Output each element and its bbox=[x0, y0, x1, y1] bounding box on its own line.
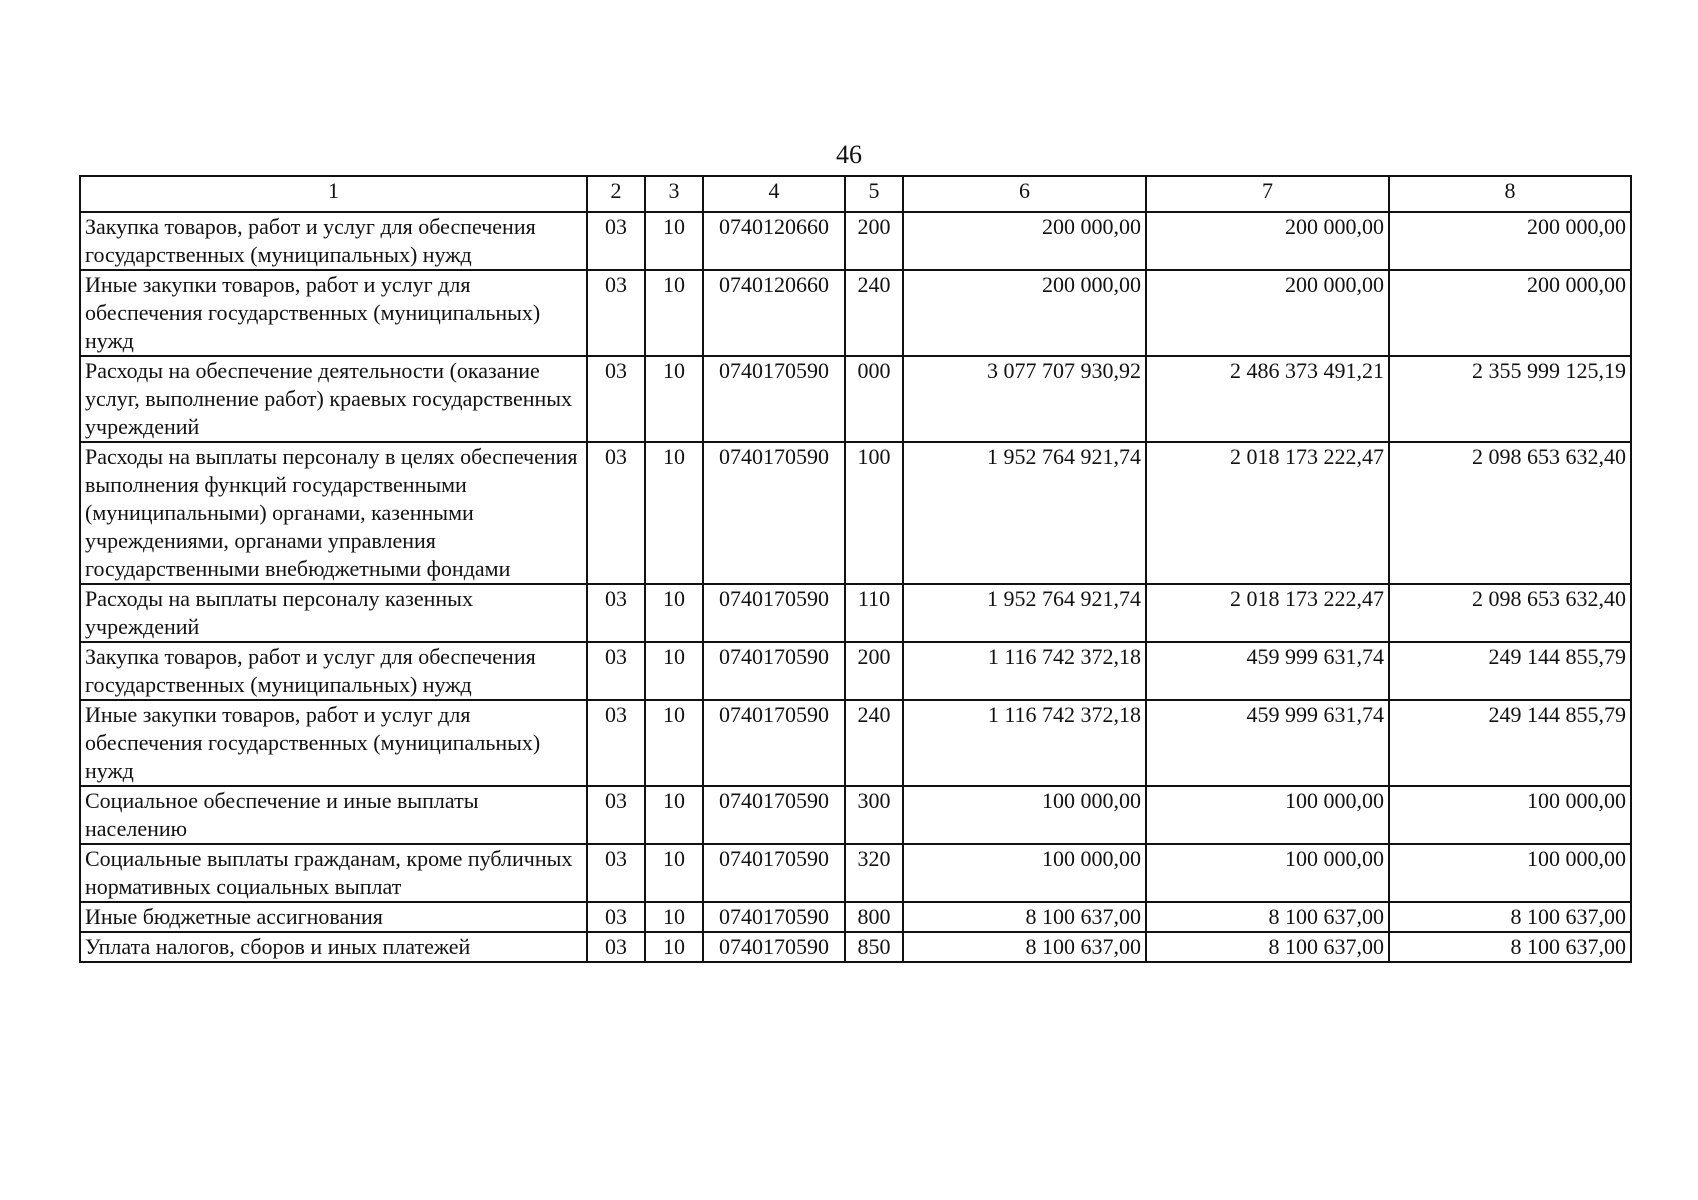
amount-col7-cell: 2 486 373 491,21 bbox=[1146, 356, 1389, 442]
section-code-cell: 03 bbox=[587, 356, 645, 442]
amount-col8-cell: 8 100 637,00 bbox=[1389, 902, 1631, 932]
header-cell: 4 bbox=[703, 176, 845, 212]
amount-col6-cell: 100 000,00 bbox=[903, 844, 1146, 902]
amount-col8-cell: 2 098 653 632,40 bbox=[1389, 442, 1631, 584]
expense-type-cell: 850 bbox=[845, 932, 903, 962]
amount-col7-cell: 459 999 631,74 bbox=[1146, 700, 1389, 786]
table-row bbox=[80, 442, 1631, 584]
amount-col7-cell: 8 100 637,00 bbox=[1146, 932, 1389, 962]
amount-col8-cell: 2 355 999 125,19 bbox=[1389, 356, 1631, 442]
table-row bbox=[80, 212, 1631, 270]
section-code-cell: 03 bbox=[587, 270, 645, 356]
expense-type-cell: 100 bbox=[845, 442, 903, 584]
subsection-code-cell: 10 bbox=[645, 356, 703, 442]
table-row bbox=[80, 786, 1631, 844]
row-name-cell: Расходы на выплаты персоналу в целях обеспечения выполнения функций государственными (муниципальными) органами, казенными учреждениями, органами управления государственными внебюджетными фондами bbox=[80, 442, 587, 584]
header-cell: 7 bbox=[1146, 176, 1389, 212]
amount-col6-cell: 1 952 764 921,74 bbox=[903, 442, 1146, 584]
expense-type-cell: 240 bbox=[845, 700, 903, 786]
expense-type-cell: 320 bbox=[845, 844, 903, 902]
header-cell: 3 bbox=[645, 176, 703, 212]
header-cell: 2 bbox=[587, 176, 645, 212]
amount-col6-cell: 1 952 764 921,74 bbox=[903, 584, 1146, 642]
table-row bbox=[80, 584, 1631, 642]
row-name-cell: Расходы на выплаты персоналу казенных учреждений bbox=[80, 584, 587, 642]
amount-col7-cell: 8 100 637,00 bbox=[1146, 902, 1389, 932]
header-cell: 6 bbox=[903, 176, 1146, 212]
section-code-cell: 03 bbox=[587, 442, 645, 584]
amount-col7-cell: 200 000,00 bbox=[1146, 212, 1389, 270]
subsection-code-cell: 10 bbox=[645, 442, 703, 584]
amount-col6-cell: 8 100 637,00 bbox=[903, 902, 1146, 932]
section-code-cell: 03 bbox=[587, 844, 645, 902]
expense-type-cell: 300 bbox=[845, 786, 903, 844]
expense-type-cell: 000 bbox=[845, 356, 903, 442]
amount-col6-cell: 1 116 742 372,18 bbox=[903, 700, 1146, 786]
amount-col8-cell: 200 000,00 bbox=[1389, 212, 1631, 270]
amount-col8-cell: 249 144 855,79 bbox=[1389, 642, 1631, 700]
target-code-cell: 0740170590 bbox=[703, 844, 845, 902]
header-cell: 8 bbox=[1389, 176, 1631, 212]
target-code-cell: 0740170590 bbox=[703, 932, 845, 962]
amount-col7-cell: 100 000,00 bbox=[1146, 844, 1389, 902]
table-row bbox=[80, 642, 1631, 700]
row-name-cell: Расходы на обеспечение деятельности (оказание услуг, выполнение работ) краевых государственных учреждений bbox=[80, 356, 587, 442]
table-row bbox=[80, 356, 1631, 442]
target-code-cell: 0740170590 bbox=[703, 786, 845, 844]
target-code-cell: 0740170590 bbox=[703, 642, 845, 700]
expense-type-cell: 800 bbox=[845, 902, 903, 932]
table-body bbox=[80, 176, 1631, 962]
table-row bbox=[80, 700, 1631, 786]
amount-col8-cell: 2 098 653 632,40 bbox=[1389, 584, 1631, 642]
header-cell: 1 bbox=[80, 176, 587, 212]
section-code-cell: 03 bbox=[587, 932, 645, 962]
amount-col8-cell: 100 000,00 bbox=[1389, 844, 1631, 902]
amount-col6-cell: 3 077 707 930,92 bbox=[903, 356, 1146, 442]
target-code-cell: 0740170590 bbox=[703, 442, 845, 584]
amount-col6-cell: 200 000,00 bbox=[903, 270, 1146, 356]
row-name-cell: Закупка товаров, работ и услуг для обеспечения государственных (муниципальных) нужд bbox=[80, 212, 587, 270]
subsection-code-cell: 10 bbox=[645, 212, 703, 270]
amount-col7-cell: 100 000,00 bbox=[1146, 786, 1389, 844]
header-cell: 5 bbox=[845, 176, 903, 212]
section-code-cell: 03 bbox=[587, 212, 645, 270]
row-name-cell: Иные закупки товаров, работ и услуг для обеспечения государственных (муниципальных) нужд bbox=[80, 270, 587, 356]
amount-col6-cell: 100 000,00 bbox=[903, 786, 1146, 844]
expense-type-cell: 110 bbox=[845, 584, 903, 642]
row-name-cell: Иные бюджетные ассигнования bbox=[80, 902, 587, 932]
expense-type-cell: 200 bbox=[845, 642, 903, 700]
expense-type-cell: 240 bbox=[845, 270, 903, 356]
amount-col8-cell: 249 144 855,79 bbox=[1389, 700, 1631, 786]
subsection-code-cell: 10 bbox=[645, 932, 703, 962]
row-name-cell: Иные закупки товаров, работ и услуг для обеспечения государственных (муниципальных) нужд bbox=[80, 700, 587, 786]
table-row bbox=[80, 932, 1631, 962]
amount-col6-cell: 200 000,00 bbox=[903, 212, 1146, 270]
expense-type-cell: 200 bbox=[845, 212, 903, 270]
target-code-cell: 0740120660 bbox=[703, 212, 845, 270]
section-code-cell: 03 bbox=[587, 786, 645, 844]
section-code-cell: 03 bbox=[587, 700, 645, 786]
subsection-code-cell: 10 bbox=[645, 700, 703, 786]
target-code-cell: 0740120660 bbox=[703, 270, 845, 356]
target-code-cell: 0740170590 bbox=[703, 700, 845, 786]
section-code-cell: 03 bbox=[587, 902, 645, 932]
amount-col7-cell: 2 018 173 222,47 bbox=[1146, 442, 1389, 584]
page-number: 46 bbox=[836, 140, 862, 169]
table-row bbox=[80, 844, 1631, 902]
amount-col7-cell: 2 018 173 222,47 bbox=[1146, 584, 1389, 642]
amount-col8-cell: 100 000,00 bbox=[1389, 786, 1631, 844]
amount-col7-cell: 200 000,00 bbox=[1146, 270, 1389, 356]
target-code-cell: 0740170590 bbox=[703, 584, 845, 642]
amount-col8-cell: 8 100 637,00 bbox=[1389, 932, 1631, 962]
subsection-code-cell: 10 bbox=[645, 844, 703, 902]
section-code-cell: 03 bbox=[587, 584, 645, 642]
target-code-cell: 0740170590 bbox=[703, 902, 845, 932]
budget-table bbox=[79, 175, 1632, 963]
row-name-cell: Уплата налогов, сборов и иных платежей bbox=[80, 932, 587, 962]
table-row bbox=[80, 270, 1631, 356]
subsection-code-cell: 10 bbox=[645, 642, 703, 700]
row-name-cell: Социальные выплаты гражданам, кроме публичных нормативных социальных выплат bbox=[80, 844, 587, 902]
subsection-code-cell: 10 bbox=[645, 584, 703, 642]
amount-col8-cell: 200 000,00 bbox=[1389, 270, 1631, 356]
section-code-cell: 03 bbox=[587, 642, 645, 700]
subsection-code-cell: 10 bbox=[645, 902, 703, 932]
subsection-code-cell: 10 bbox=[645, 270, 703, 356]
amount-col7-cell: 459 999 631,74 bbox=[1146, 642, 1389, 700]
amount-col6-cell: 8 100 637,00 bbox=[903, 932, 1146, 962]
target-code-cell: 0740170590 bbox=[703, 356, 845, 442]
header-row bbox=[80, 176, 1631, 212]
table-row bbox=[80, 902, 1631, 932]
row-name-cell: Социальное обеспечение и иные выплаты населению bbox=[80, 786, 587, 844]
amount-col6-cell: 1 116 742 372,18 bbox=[903, 642, 1146, 700]
row-name-cell: Закупка товаров, работ и услуг для обеспечения государственных (муниципальных) нужд bbox=[80, 642, 587, 700]
subsection-code-cell: 10 bbox=[645, 786, 703, 844]
